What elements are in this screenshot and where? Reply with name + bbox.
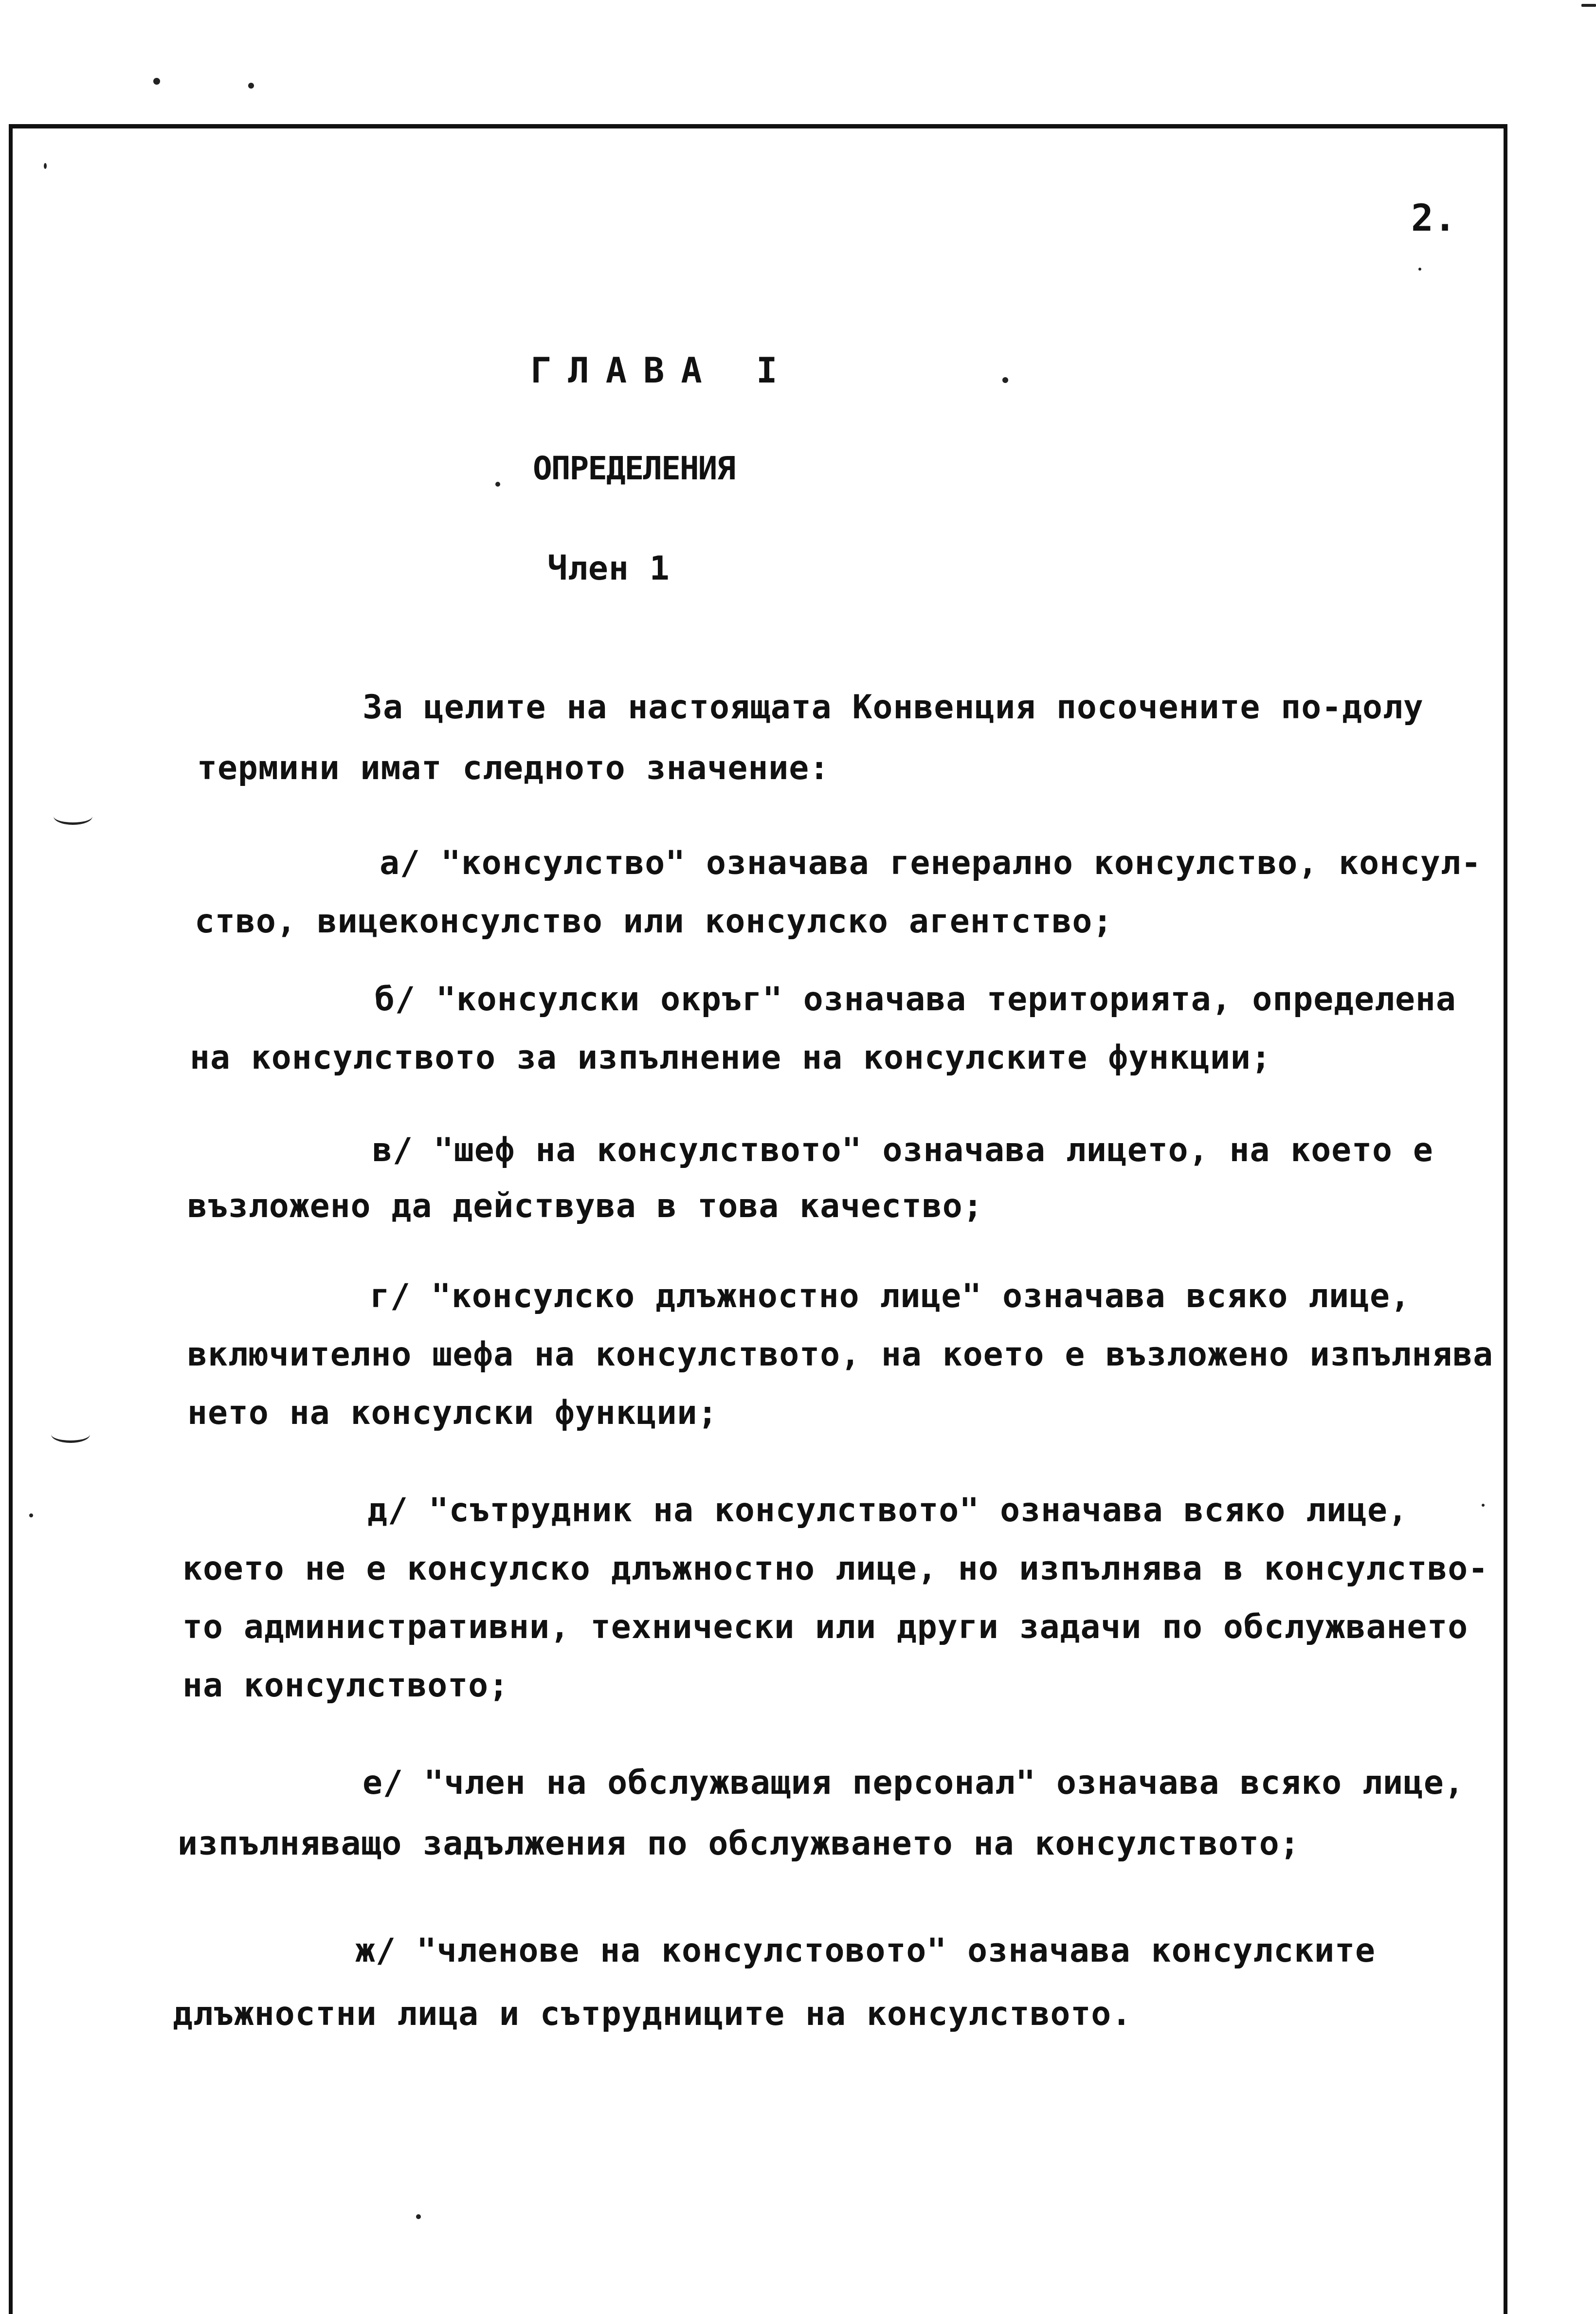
intro-line-2: термини имат следното значение: [197, 749, 830, 787]
definition-e-line-2: изпълняващо задължения по обслужването на консулството; [178, 1824, 1300, 1863]
definition-d-line-1: д/ "сътрудник на консулството" означава всяко лице, [367, 1491, 1408, 1530]
definition-g-line-3: нето на консулски функции; [187, 1394, 718, 1432]
section-heading: ОПРЕДЕЛЕНИЯ [533, 450, 735, 487]
scan-speck [248, 83, 254, 89]
article-label: Член 1 [547, 549, 670, 588]
definition-a-line-1: а/ "консулство" означава генерално консулство, консул- [380, 844, 1482, 882]
definition-a-line-2: ство, вицеконсулство или консулско агентство; [195, 902, 1113, 941]
definition-d-line-2: което не е консулско длъжностно лице, но изпълнява в консулство- [182, 1549, 1489, 1588]
definition-d-line-3: то административни, технически или други задачи по обслужването [182, 1608, 1469, 1646]
definition-b-line-1: б/ "консулски окръг" означава територията, определена [375, 980, 1456, 1019]
definition-zh-line-2: длъжностни лица и сътрудниците на консулството. [173, 1995, 1132, 2033]
definition-g-line-2: включително шефа на консулството, на което е възложено изпълнява [187, 1335, 1494, 1374]
definition-zh-line-1: ж/ "членове на консулстовото" означава консулските [355, 1931, 1376, 1970]
definition-v-line-1: в/ "шеф на консулството" означава лицето, на което е [372, 1131, 1433, 1169]
scan-speck [153, 78, 160, 85]
scan-speck [495, 482, 500, 487]
intro-line-1: За целите на настоящата Конвенция посочените по-долу [363, 688, 1424, 727]
scan-speck [1581, 4, 1596, 7]
scan-speck [1482, 1504, 1485, 1507]
margin-mark [51, 1426, 90, 1443]
definition-e-line-1: е/ "член на обслужващия персонал" означава всяко лице, [363, 1764, 1465, 1802]
definition-b-line-2: на консулството за изпълнение на консулските функции; [190, 1039, 1271, 1077]
scan-speck [44, 163, 47, 169]
definition-d-line-4: на консулството; [182, 1666, 509, 1705]
definition-v-line-2: възложено да действува в това качество; [187, 1187, 983, 1225]
page-number: 2. [1411, 196, 1457, 239]
definition-g-line-1: г/ "консулско длъжностно лице" означава всяко лице, [370, 1277, 1411, 1315]
scan-speck [1002, 377, 1008, 383]
chapter-title: ГЛАВА I [530, 350, 794, 391]
scan-speck [416, 2214, 421, 2219]
scan-speck [29, 1513, 33, 1517]
margin-mark [54, 808, 92, 825]
scan-speck [1418, 268, 1421, 271]
